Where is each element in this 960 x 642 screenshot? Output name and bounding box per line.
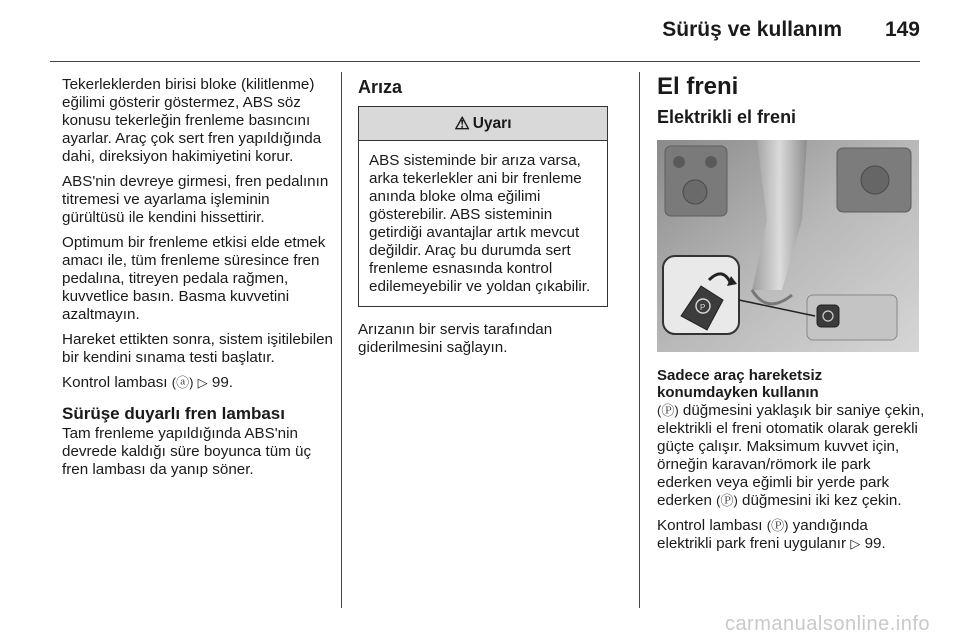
parking-brake-icon: (Ⓟ)	[766, 518, 789, 533]
paragraph-control-lamp: Kontrol lambası (Ⓟ) yandığında elektrikli park freni uygulanır ▷ 99.	[657, 517, 886, 552]
paragraph: Tekerleklerden birisi bloke (kilitlenme) eğilimi gösterir göstermez, ABS söz konusu tekerleğin frenleme basıncını ayarlar. Araç çok sert fren yapıldığında dahi, direksiyon hakimiyetini korur.	[62, 76, 322, 165]
warning-text: ABS sisteminde bir arıza varsa, arka tekerlekler ani bir frenleme anında bloke olma eğilimi gösterebilir. ABS sisteminin getirdiği avantajlar artık mevcut değildir. Araç bu durumda sert frenleme esnasında kontrol edilemeyebilir ve yoldan çıkabilir.	[369, 152, 591, 295]
header-title: Sürüş ve kullanım	[662, 18, 842, 41]
column-3	[657, 73, 925, 560]
instruction-heading: Sadece araç hareketsiz konumdayken kullanın	[657, 367, 823, 401]
warning-triangle-icon: ⚠	[454, 113, 470, 133]
parking-brake-photo	[657, 140, 919, 352]
page-header	[0, 0, 960, 64]
header-rule	[50, 61, 920, 62]
column-2	[358, 76, 620, 364]
abs-warning-icon: (ⓐ)	[171, 375, 194, 390]
warning-header: ⚠ Uyarı	[359, 107, 607, 141]
paragraph: ABS'nin devreye girmesi, fren pedalının titremesi ve ayarlama işleminin gürültüsü ile kendini hissettirir.	[62, 173, 329, 226]
section-title-fault: Arıza	[358, 77, 403, 97]
column-divider-2	[639, 72, 640, 608]
subsection-title: Elektrikli el freni	[657, 107, 797, 127]
page-reference-arrow-icon: ▷	[850, 536, 861, 551]
paragraph: Arızanın bir servis tarafından giderilmesini sağlayın.	[358, 321, 553, 356]
svg-text:P: P	[700, 303, 706, 312]
parking-brake-icon: (Ⓟ)	[716, 493, 738, 508]
paragraph-control-lamp: Kontrol lambası (ⓐ) ▷ 99.	[62, 374, 234, 391]
paragraph: Optimum bir frenleme etkisi elde etmek amacı ile, tüm frenleme süresince fren pedalına, titreyen pedala rağmen, kuvvetlice basın. Basma kuvvetini azaltmayın.	[62, 234, 326, 323]
warning-box	[358, 106, 608, 307]
paragraph: Hareket ettikten sonra, sistem işitilebilen bir kendini sınama testi başlatır.	[62, 331, 333, 366]
page-number: 149	[884, 18, 920, 41]
watermark: carmanualsonline.info	[724, 613, 930, 635]
parking-brake-icon: (Ⓟ)	[657, 403, 679, 418]
column-1	[62, 76, 334, 486]
paragraph: Tam frenleme yapıldığında ABS'nin devrede kaldığı süre boyunca tüm üç fren lambası da yanıp söner.	[62, 425, 312, 478]
column-divider-1	[341, 72, 342, 608]
paragraph-instruction: (Ⓟ) düğmesini yaklaşık bir saniye çekin, elektrikli el freni otomatik olarak gerekli güçte çalışır. Maksimum kuvvet için, örneğin karavan/römork ile park ederken veya eğimli bir yerde park ederken (Ⓟ) düğmesini iki kez çekin.	[657, 402, 925, 509]
section-title: Sürüşe duyarlı fren lambası	[62, 404, 285, 423]
page-reference-arrow-icon: ▷	[197, 375, 208, 390]
section-title-handbrake: El freni	[657, 73, 739, 100]
